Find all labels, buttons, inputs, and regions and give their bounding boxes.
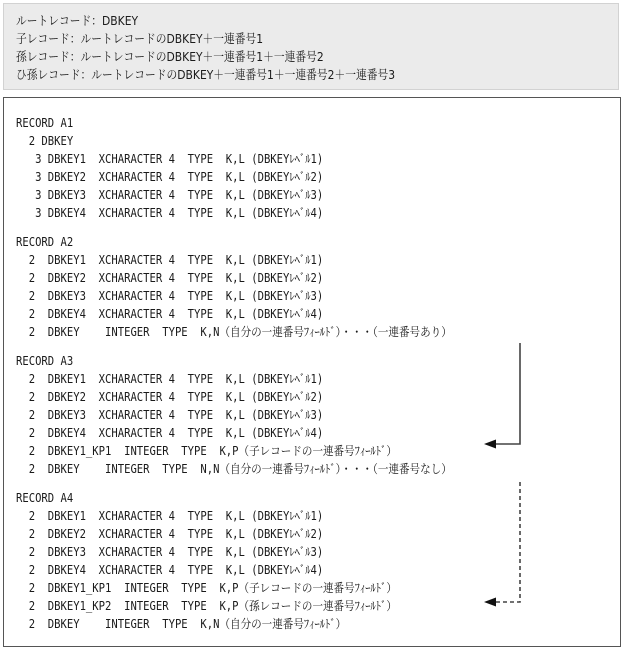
legend-line-root: ルートレコード：DBKEY — [16, 13, 139, 28]
record-a3-line: 2 DBKEY1_KP1 INTEGER TYPE K,P（子レコードの一連番号ﾌｨｰﾙﾄﾞ） — [16, 444, 397, 458]
record-a4-header: RECORD A4 — [16, 491, 74, 505]
record-a2-line: 2 DBKEY4 XCHARACTER 4 TYPE K,L (DBKEYﾚﾍﾞﾙ4) — [16, 307, 324, 321]
record-a1-line: 2 DBKEY — [16, 134, 74, 148]
legend-line-grandchild: 孫レコード：ルートレコードのDBKEY＋一連番号1＋一連番号2 — [16, 49, 324, 64]
record-a2-line: 2 DBKEY1 XCHARACTER 4 TYPE K,L (DBKEYﾚﾍﾞﾙ1) — [16, 253, 324, 267]
record-a2-line: 2 DBKEY2 XCHARACTER 4 TYPE K,L (DBKEYﾚﾍﾞﾙ2) — [16, 271, 324, 285]
dashed-arrow-icon — [484, 482, 520, 607]
record-a4-line: 2 DBKEY3 XCHARACTER 4 TYPE K,L (DBKEYﾚﾍﾞﾙ3) — [16, 545, 324, 559]
record-a1-line: 3 DBKEY3 XCHARACTER 4 TYPE K,L (DBKEYﾚﾍﾞﾙ3) — [16, 188, 324, 202]
record-a2-line: 2 DBKEY3 XCHARACTER 4 TYPE K,L (DBKEYﾚﾍﾞﾙ3) — [16, 289, 324, 303]
record-a4-line: 2 DBKEY2 XCHARACTER 4 TYPE K,L (DBKEYﾚﾍﾞﾙ2) — [16, 527, 324, 541]
record-a1-line: 3 DBKEY4 XCHARACTER 4 TYPE K,L (DBKEYﾚﾍﾞﾙ4) — [16, 206, 324, 220]
record-a1-line: 3 DBKEY1 XCHARACTER 4 TYPE K,L (DBKEYﾚﾍﾞﾙ1) — [16, 152, 324, 166]
record-a4-line: 2 DBKEY4 XCHARACTER 4 TYPE K,L (DBKEYﾚﾍﾞﾙ4) — [16, 563, 324, 577]
record-a4-line: 2 DBKEY1_KP1 INTEGER TYPE K,P（子レコードの一連番号ﾌｨｰﾙﾄﾞ） — [16, 581, 397, 595]
record-a3-line: 2 DBKEY3 XCHARACTER 4 TYPE K,L (DBKEYﾚﾍﾞﾙ3) — [16, 408, 324, 422]
record-a1-header: RECORD A1 — [16, 116, 74, 130]
record-a3-line: 2 DBKEY4 XCHARACTER 4 TYPE K,L (DBKEYﾚﾍﾞﾙ4) — [16, 426, 324, 440]
record-a4-line: 2 DBKEY INTEGER TYPE K,N（自分の一連番号ﾌｨｰﾙﾄﾞ） — [16, 617, 347, 631]
record-a3-header: RECORD A3 — [16, 354, 74, 368]
legend-line-child: 子レコード：ルートレコードのDBKEY＋一連番号1 — [16, 31, 264, 46]
legend-line-greatgrand: ひ孫レコード：ルートレコードのDBKEY＋一連番号1＋一連番号2＋一連番号3 — [16, 67, 396, 82]
record-a2-line: 2 DBKEY INTEGER TYPE K,N（自分の一連番号ﾌｨｰﾙﾄﾞ）・・・（一連番号あり） — [16, 325, 452, 339]
record-a3-line: 2 DBKEY1 XCHARACTER 4 TYPE K,L (DBKEYﾚﾍﾞﾙ1) — [16, 372, 324, 386]
record-a1-line: 3 DBKEY2 XCHARACTER 4 TYPE K,L (DBKEYﾚﾍﾞﾙ2) — [16, 170, 324, 184]
record-a2-header: RECORD A2 — [16, 235, 74, 249]
record-a4-line: 2 DBKEY1_KP2 INTEGER TYPE K,P（孫レコードの一連番号ﾌｨｰﾙﾄﾞ） — [16, 599, 397, 613]
record-a4-line: 2 DBKEY1 XCHARACTER 4 TYPE K,L (DBKEYﾚﾍﾞﾙ1) — [16, 509, 324, 523]
record-a3-line: 2 DBKEY2 XCHARACTER 4 TYPE K,L (DBKEYﾚﾍﾞﾙ2) — [16, 390, 324, 404]
solid-arrow-icon — [484, 343, 520, 449]
record-a3-line: 2 DBKEY INTEGER TYPE N,N（自分の一連番号ﾌｨｰﾙﾄﾞ）・・・（一連番号なし） — [16, 462, 452, 476]
